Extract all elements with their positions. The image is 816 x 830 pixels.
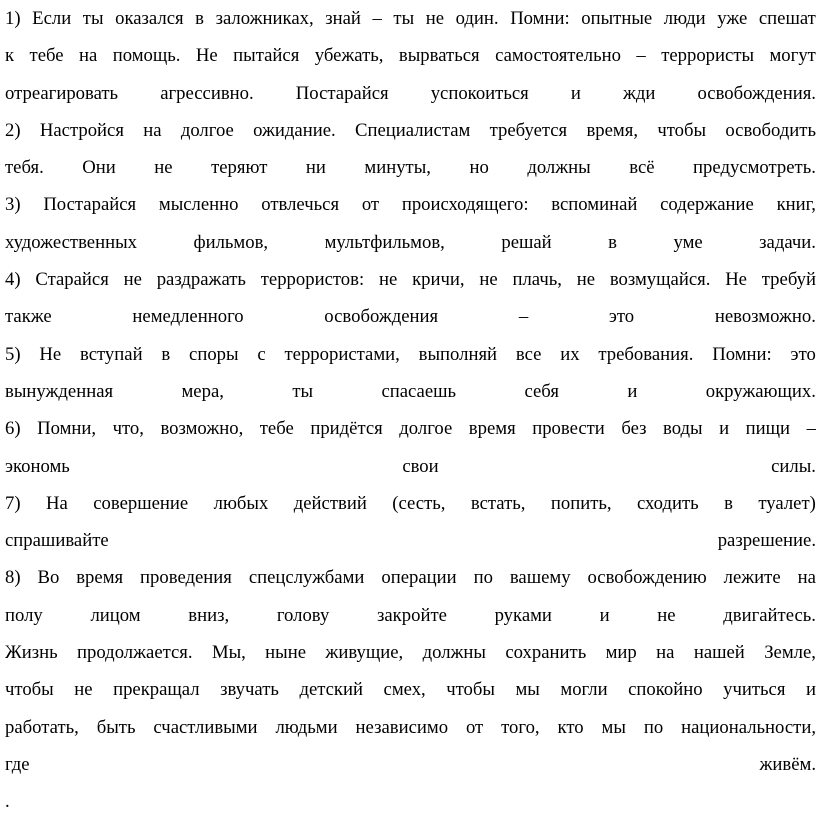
text-line (5, 746, 816, 783)
word: всё (629, 157, 655, 179)
word: вырваться (398, 45, 480, 67)
word: 6) (5, 418, 21, 440)
word: 8) (5, 567, 21, 589)
word: самостоятельно (495, 45, 621, 67)
word: придётся (310, 418, 383, 440)
word: живём. (759, 753, 816, 775)
word: тебе (29, 45, 64, 67)
word: могли (560, 679, 608, 701)
word: кто (557, 716, 584, 738)
word: чтобы (5, 679, 54, 701)
word: требования. (598, 343, 694, 365)
word: уме (673, 231, 703, 253)
word: туалет) (758, 492, 816, 514)
word: тебе (259, 418, 294, 440)
text-line (5, 37, 816, 74)
word: ты (82, 8, 104, 29)
word: вниз, (188, 604, 230, 626)
word: решай (501, 231, 552, 253)
word: ныне (265, 642, 307, 664)
word: 1) (5, 8, 21, 29)
word: окружающих. (705, 380, 816, 402)
word: на (656, 642, 675, 664)
word: теряют (211, 157, 268, 179)
word: вынужденная (5, 380, 114, 402)
text-line (5, 186, 816, 223)
word: не (479, 269, 498, 291)
word: любых (213, 492, 269, 514)
word: предусмотреть. (693, 157, 816, 179)
word: это (608, 306, 635, 328)
word: На (46, 492, 68, 514)
word: полу (5, 604, 43, 626)
word: отвлечься (261, 194, 340, 216)
word: провести (532, 418, 605, 440)
word: мир (605, 642, 637, 664)
word: – (518, 306, 529, 328)
word: 3) (5, 194, 21, 216)
word: вспоминай (551, 194, 638, 216)
word: лежите (723, 567, 781, 589)
word: опытные (581, 8, 653, 29)
text-line (5, 75, 816, 112)
word: двигайтесь. (723, 604, 816, 626)
word: их (560, 343, 580, 365)
word: сходить (637, 492, 699, 514)
word: экономь (5, 455, 70, 477)
word: в (161, 343, 171, 365)
word: раздражать (156, 269, 246, 291)
word: террористы (661, 45, 755, 67)
word: Жизнь (5, 642, 58, 664)
text-line (5, 559, 816, 596)
word: ни (305, 157, 326, 179)
word: и (719, 418, 730, 440)
word: без (621, 418, 647, 440)
word: спешат (758, 8, 816, 29)
word: все (515, 343, 542, 365)
word: немедленного (132, 306, 244, 328)
word: выполняй (418, 343, 498, 365)
word: силы. (771, 455, 816, 477)
document-page (5, 0, 816, 821)
text-line (5, 261, 816, 298)
word: должны (422, 642, 486, 664)
word: спасаешь (381, 380, 457, 402)
word: люди (663, 8, 706, 29)
word: в (195, 8, 204, 29)
word: проведения (140, 567, 232, 589)
word: на (79, 45, 98, 67)
word: закройте (377, 604, 447, 626)
text-line (5, 224, 816, 261)
word: жди (622, 82, 656, 104)
word: мы (515, 679, 540, 701)
text-line (5, 373, 816, 410)
word: не (657, 604, 676, 626)
word: освобождения (324, 306, 439, 328)
word: продолжается. (77, 642, 193, 664)
word: мера, (181, 380, 224, 402)
word: минуты, (364, 157, 431, 179)
word: смех, (383, 679, 426, 701)
word: ты (292, 380, 314, 402)
word: невозможно. (714, 306, 816, 328)
word: происходящего: (401, 194, 529, 216)
word: книг, (776, 194, 816, 216)
word: убежать, (314, 45, 384, 67)
word: успокоиться (430, 82, 529, 104)
word: возмущайся. (609, 269, 711, 291)
word: руками (494, 604, 552, 626)
word: чтобы (446, 679, 495, 701)
word: содержание (660, 194, 754, 216)
word: и (805, 679, 816, 701)
word: с (257, 343, 266, 365)
word: по (643, 716, 664, 738)
word: прекращал (113, 679, 200, 701)
word: 7) (5, 492, 21, 514)
word: требуй (761, 269, 816, 291)
word: . (5, 791, 10, 813)
word: звучать (220, 679, 279, 701)
text-line (5, 298, 816, 335)
word: себя (524, 380, 559, 402)
word: быть (96, 716, 136, 738)
word: Во (37, 567, 60, 589)
text-line (5, 485, 816, 522)
word: не (576, 269, 596, 291)
word: фильмов, (193, 231, 269, 253)
word: спецслужбами (248, 567, 365, 589)
word: ты (393, 8, 415, 29)
word: время (76, 567, 124, 589)
word: Они (82, 157, 116, 179)
text-line (5, 0, 816, 37)
word: задачи. (759, 231, 816, 253)
word: к (5, 45, 15, 67)
word: в (608, 231, 617, 253)
word: тебя. (5, 157, 44, 179)
word: Помни: (712, 343, 772, 365)
word: заложниках, (215, 8, 314, 29)
word: долгое (399, 418, 453, 440)
word: также (5, 306, 52, 328)
word: сохранить (505, 642, 587, 664)
word: – (372, 8, 382, 29)
word: отреагировать (5, 82, 119, 104)
word: оказался (115, 8, 184, 29)
word: помощь. (112, 45, 181, 67)
word: кричи, (412, 269, 465, 291)
word: где (5, 753, 30, 775)
word: Не (195, 45, 218, 67)
text-line (5, 149, 816, 186)
word: от (465, 716, 484, 738)
word: не (74, 679, 93, 701)
word: людьми (275, 716, 338, 738)
word: что, (112, 418, 144, 440)
word: спокойно (628, 679, 703, 701)
word: освободить (725, 119, 816, 141)
word: встать, (470, 492, 526, 514)
text-line (5, 783, 816, 820)
text-line (5, 336, 816, 373)
word: лицом (90, 604, 141, 626)
word: попить, (550, 492, 612, 514)
word: 2) (5, 119, 21, 141)
word: и (627, 380, 638, 402)
word: независимо (355, 716, 449, 738)
word: Земле, (764, 642, 816, 664)
word: в (724, 492, 733, 514)
word: счастливыми (153, 716, 258, 738)
word: того, (501, 716, 540, 738)
text-line (5, 597, 816, 634)
word: (сесть, (392, 492, 446, 514)
word: Мы, (211, 642, 246, 664)
word: художественных (5, 231, 137, 253)
word: один. (455, 8, 499, 29)
word: Настройся (39, 119, 124, 141)
word: споры (189, 343, 239, 365)
word: разрешение. (717, 530, 816, 552)
word: свои (402, 455, 439, 477)
word: могут (769, 45, 816, 67)
word: не (425, 8, 445, 29)
word: Не (725, 269, 747, 291)
word: требуется (489, 119, 568, 141)
word: от (361, 194, 380, 216)
text-line (5, 634, 816, 671)
word: время, (586, 119, 639, 141)
word: – (806, 418, 816, 440)
word: вступай (80, 343, 143, 365)
word: должны (527, 157, 591, 179)
text-line (5, 448, 816, 485)
word: плачь, (512, 269, 562, 291)
word: освобождению (587, 567, 707, 589)
word: нашей (693, 642, 745, 664)
word: живущие, (325, 642, 404, 664)
word: на (797, 567, 816, 589)
word: мультфильмов, (324, 231, 445, 253)
text-line (5, 671, 816, 708)
word: пищи (745, 418, 791, 440)
word: не (378, 269, 398, 291)
word: работать, (5, 716, 79, 738)
word: долгое (180, 119, 234, 141)
word: не (154, 157, 173, 179)
word: по (473, 567, 493, 589)
word: агрессивно. (160, 82, 254, 104)
text-line (5, 112, 816, 149)
word: совершение (93, 492, 189, 514)
word: мысленно (158, 194, 239, 216)
word: операции (381, 567, 457, 589)
word: уже (717, 8, 748, 29)
word: Не (39, 343, 62, 365)
word: 4) (5, 269, 21, 291)
word: знай (325, 8, 361, 29)
word: возможно, (160, 418, 244, 440)
word: Специалистам (354, 119, 471, 141)
text-line (5, 709, 816, 746)
text-line (5, 522, 816, 559)
word: не (123, 269, 142, 291)
word: и (599, 604, 610, 626)
word: Старайся (35, 269, 109, 291)
word: воды (663, 418, 703, 440)
word: голову (276, 604, 330, 626)
word: Постарайся (295, 82, 389, 104)
word: пытайся (233, 45, 300, 67)
word: детский (299, 679, 364, 701)
word: Помни, (37, 418, 97, 440)
word: это (790, 343, 816, 365)
word: время (468, 418, 516, 440)
word: Помни: (510, 8, 570, 29)
word: учиться (723, 679, 786, 701)
word: национальности, (681, 716, 816, 738)
text-line (5, 410, 816, 447)
word: но (469, 157, 489, 179)
word: вашему (509, 567, 571, 589)
word: спрашивайте (5, 530, 109, 552)
word: на (143, 119, 162, 141)
word: и (570, 82, 581, 104)
word: мы (601, 716, 626, 738)
word: освобождения. (697, 82, 816, 104)
word: террористов: (260, 269, 365, 291)
word: ожидание. (253, 119, 336, 141)
word: Если (32, 8, 72, 29)
word: террористами, (284, 343, 400, 365)
word: чтобы (657, 119, 707, 141)
word: 5) (5, 343, 21, 365)
word: – (636, 45, 646, 67)
word: Постарайся (43, 194, 137, 216)
word: действий (293, 492, 367, 514)
